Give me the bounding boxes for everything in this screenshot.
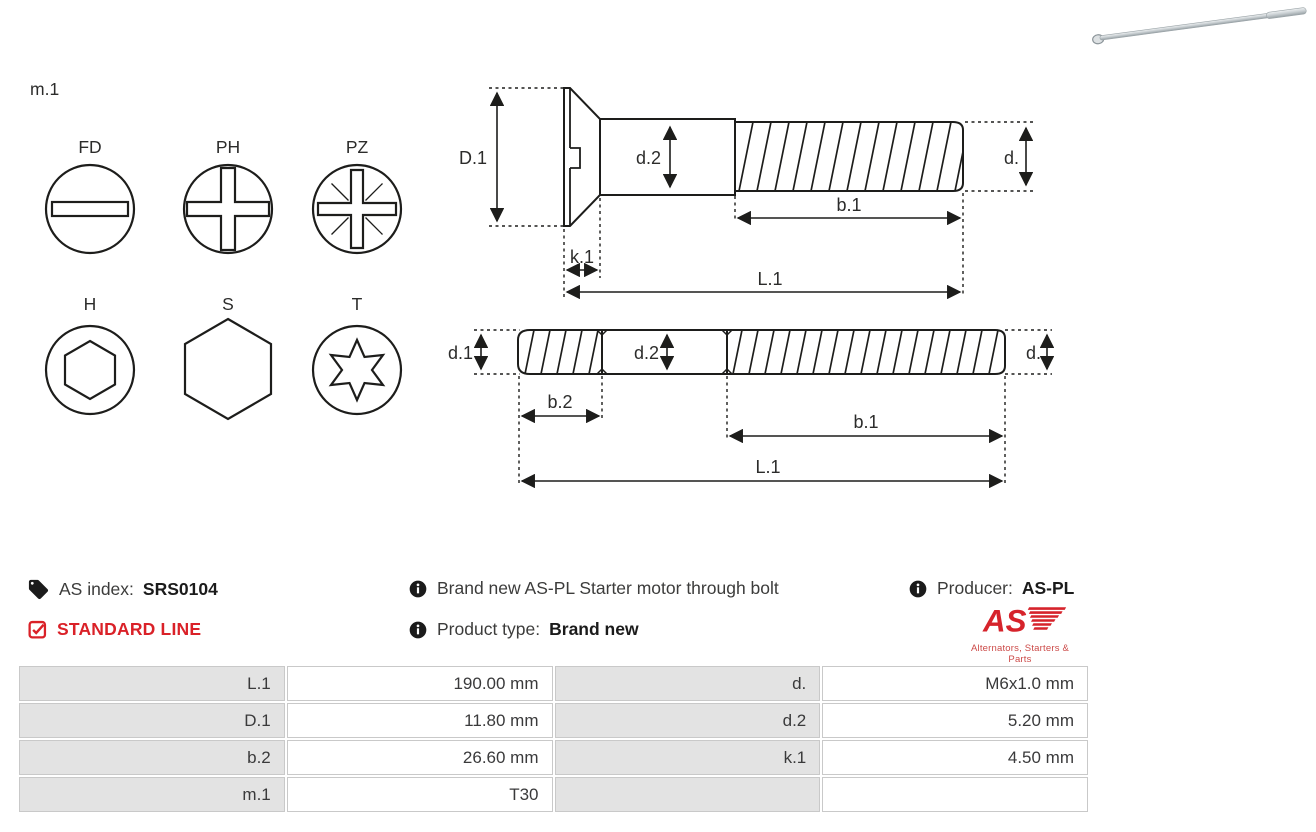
spec-value-cell: T30 bbox=[287, 777, 553, 812]
tag-icon bbox=[27, 578, 50, 601]
spec-value-cell: 4.50 mm bbox=[822, 740, 1088, 775]
product-type-label: Product type: bbox=[437, 619, 541, 639]
head-type-label: S bbox=[222, 294, 234, 314]
product-photo bbox=[1080, 0, 1316, 130]
dim-label: L.1 bbox=[755, 457, 781, 477]
table-row bbox=[19, 777, 1088, 812]
spec-label-cell: D.1 bbox=[19, 703, 285, 738]
spec-table bbox=[17, 664, 1090, 814]
as-index-value: SRS0104 bbox=[142, 579, 218, 599]
t-torx-head-icon bbox=[313, 326, 401, 414]
spec-label-cell: d. bbox=[555, 666, 821, 701]
thread-section bbox=[727, 330, 1005, 374]
table-row bbox=[19, 703, 1088, 738]
spec-label-cell: b.2 bbox=[19, 740, 285, 775]
head-type-label: FD bbox=[78, 137, 102, 157]
standard-line-badge: STANDARD LINE bbox=[57, 619, 202, 639]
h-hex-socket-head-icon bbox=[46, 326, 134, 414]
spec-label-cell: m.1 bbox=[19, 777, 285, 812]
spec-label-cell: k.1 bbox=[555, 740, 821, 775]
dim-label: d.1 bbox=[447, 343, 473, 363]
product-type-row bbox=[408, 619, 639, 640]
info-icon bbox=[408, 579, 428, 599]
dim-label: D.1 bbox=[458, 148, 487, 168]
dim-label: d. bbox=[1003, 148, 1019, 168]
dim-label: d.2 bbox=[635, 148, 661, 168]
table-row bbox=[19, 666, 1088, 701]
spec-value-cell: 26.60 mm bbox=[287, 740, 553, 775]
thread-section bbox=[735, 122, 963, 191]
spec-value-cell bbox=[822, 777, 1088, 812]
head-type-label: PH bbox=[215, 137, 241, 157]
dim-label: k.1 bbox=[569, 247, 595, 267]
product-description: Brand new AS-PL Starter motor through bolt bbox=[437, 578, 779, 598]
info-icon bbox=[908, 579, 928, 599]
product-type-value: Brand new bbox=[549, 619, 639, 639]
table-row bbox=[19, 740, 1088, 775]
pz-pozidriv-head-icon bbox=[313, 165, 401, 253]
product-line-row bbox=[27, 619, 201, 640]
spec-label-cell: d.2 bbox=[555, 703, 821, 738]
spec-value-cell: 11.80 mm bbox=[287, 703, 553, 738]
stud-bolt-view bbox=[448, 330, 1052, 486]
bolt-technical-drawing bbox=[440, 70, 1100, 520]
producer-value: AS-PL bbox=[1021, 578, 1075, 598]
spec-label-cell bbox=[555, 777, 821, 812]
producer-row bbox=[908, 578, 1074, 599]
dim-label: b.1 bbox=[853, 412, 879, 432]
as-logo-text: AS bbox=[983, 603, 1027, 639]
spec-label-cell: L.1 bbox=[19, 666, 285, 701]
checkbox-checked-icon bbox=[27, 619, 48, 640]
as-pl-brand-logo bbox=[960, 603, 1080, 665]
dim-label: d.2 bbox=[633, 343, 659, 363]
info-icon bbox=[408, 620, 428, 640]
dim-label: L.1 bbox=[757, 269, 783, 289]
dim-label: b.2 bbox=[547, 392, 573, 412]
m1-title: m.1 bbox=[30, 79, 60, 99]
s-hex-head-icon bbox=[185, 319, 271, 419]
dim-label: b.1 bbox=[836, 195, 862, 215]
spec-value-cell: 5.20 mm bbox=[822, 703, 1088, 738]
spec-value-cell: 190.00 mm bbox=[287, 666, 553, 701]
ph-phillips-head-icon bbox=[184, 165, 272, 253]
description-row bbox=[408, 578, 779, 599]
head-type-label: H bbox=[83, 294, 97, 314]
dim-label: d. bbox=[1025, 343, 1041, 363]
producer-label: Producer: bbox=[937, 578, 1013, 598]
as-index-row bbox=[27, 578, 218, 601]
thread-section bbox=[518, 330, 602, 374]
as-index-label: AS index: bbox=[59, 579, 134, 599]
head-types-panel bbox=[14, 60, 444, 460]
head-type-label: PZ bbox=[345, 137, 369, 157]
spec-value-cell: M6x1.0 mm bbox=[822, 666, 1088, 701]
countersunk-bolt-view bbox=[459, 88, 1034, 297]
as-logo-mark bbox=[963, 603, 1077, 640]
fd-slotted-head-icon bbox=[46, 165, 134, 253]
head-type-label: T bbox=[351, 294, 363, 314]
as-logo-caption: Alternators, Starters & Parts bbox=[970, 643, 1070, 665]
